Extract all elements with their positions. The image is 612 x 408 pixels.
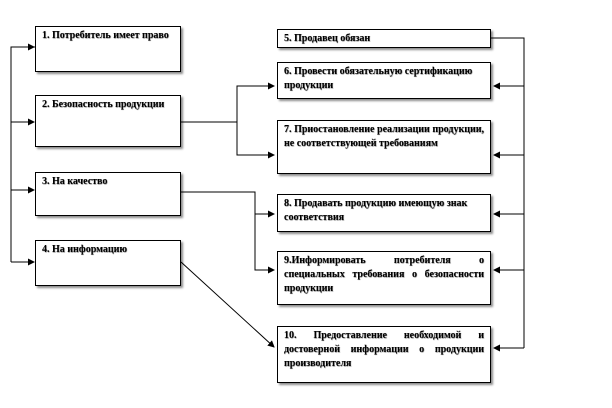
box-5-seller-obliged: 5. Продавец обязан: [277, 29, 491, 48]
line-box3-to-box9: [255, 214, 274, 270]
box-9-inform-consumer: 9.Информировать потребителя о специальных требования о безопасности продукции: [277, 251, 491, 305]
box-4-information: 4. На информацию: [35, 240, 181, 286]
box-6-mandatory-certification: 6. Провести обязательную сертификацию продукции: [277, 62, 491, 99]
line-box2-to-box6: [181, 86, 274, 122]
box-7-suspend-sales: 7. Приостановление реализации продукции, не соответствующей требованиям: [277, 120, 491, 174]
right-trunk-line: [491, 38, 524, 348]
left-trunk-line: [11, 47, 35, 262]
line-box3-to-box8: [181, 192, 274, 214]
box-1-consumer-has-right: 1. Потребитель имеет право: [35, 26, 181, 72]
line-box2-to-box7: [237, 122, 274, 155]
box-8-sell-with-conformity-mark: 8. Продавать продукцию имеющую знак соответствия: [277, 194, 491, 232]
box-3-quality: 3. На качество: [35, 172, 181, 216]
box-10-provide-information: 10. Предоставление необходимой и достоверной информации о продукции производителя: [277, 326, 491, 383]
line-box4-to-box10: [181, 262, 274, 347]
box-2-product-safety: 2. Безопасность продукции: [35, 95, 181, 147]
